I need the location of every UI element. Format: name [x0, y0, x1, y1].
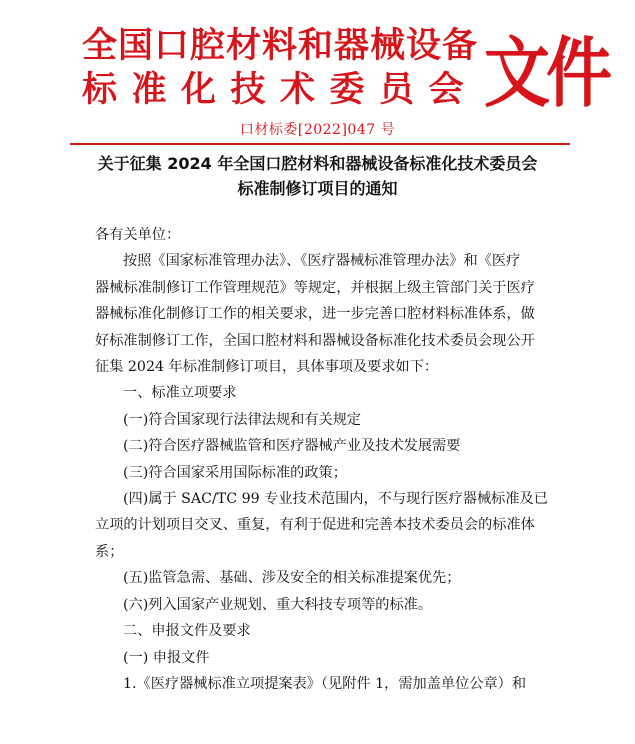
list-item: (五)监管急需、基础、涉及安全的相关标准提案优先； — [123, 570, 461, 587]
document-number: 口材标委[2022]047 号 — [239, 122, 396, 138]
body-line: 按照《国家标准管理办法》、《医疗器械标准管理办法》和《医疗 — [123, 253, 521, 270]
list-item: (六)列入国家产业规划、重大科技专项等的标准。 — [123, 596, 433, 613]
section-heading: 一、标准立项要求 — [123, 385, 237, 402]
letterhead-org-line-1: 全国口腔材料和器械设备 — [82, 26, 479, 66]
letterhead-document-mark: 文件 — [484, 29, 608, 118]
body-line: 系； — [95, 543, 124, 560]
list-item: 1.《医疗器械标准立项提案表》（见附件 1，需加盖单位公章）和 — [123, 675, 527, 692]
salutation: 各有关单位： — [95, 227, 181, 243]
section-heading: 二、申报文件及要求 — [123, 623, 251, 640]
body-line: 征集 2024 年标准制修订项目，具体事项及要求如下： — [95, 359, 439, 376]
body-line: 器械标准制修订工作管理规范》等规定，并根据上级主管部门关于医疗 — [95, 279, 535, 296]
list-item: (一)符合国家现行法律法规和有关规定 — [123, 411, 362, 428]
subsection-heading: (一) 申报文件 — [123, 649, 210, 666]
body-line: 好标准制修订工作，全国口腔材料和器械设备标准化技术委员会现公开 — [95, 332, 535, 349]
list-item: (四)属于 SAC/TC 99 专业技术范围内，不与现行医疗器械标准及已 — [123, 491, 548, 508]
body-line: 立项的计划项目交叉、重复，有利于促进和完善本技术委员会的标准体 — [95, 517, 535, 534]
letterhead-org-line-2: 标准化技术委员会 — [82, 70, 479, 110]
red-divider-line — [70, 143, 570, 145]
list-item: (三)符合国家采用国际标准的政策； — [123, 464, 347, 481]
document-body — [95, 222, 575, 697]
document-title-line-2: 标准制修订项目的通知 — [237, 179, 398, 198]
letterhead — [82, 8, 622, 118]
document-title-line-1: 关于征集 2024 年全国口腔材料和器械设备标准化技术委员会 — [97, 154, 538, 173]
body-line: 器械标准化制修订工作的相关要求，进一步完善口腔材料标准体系，做 — [95, 306, 535, 323]
list-item: (二)符合医疗器械监管和医疗器械产业及技术发展需要 — [123, 438, 461, 455]
